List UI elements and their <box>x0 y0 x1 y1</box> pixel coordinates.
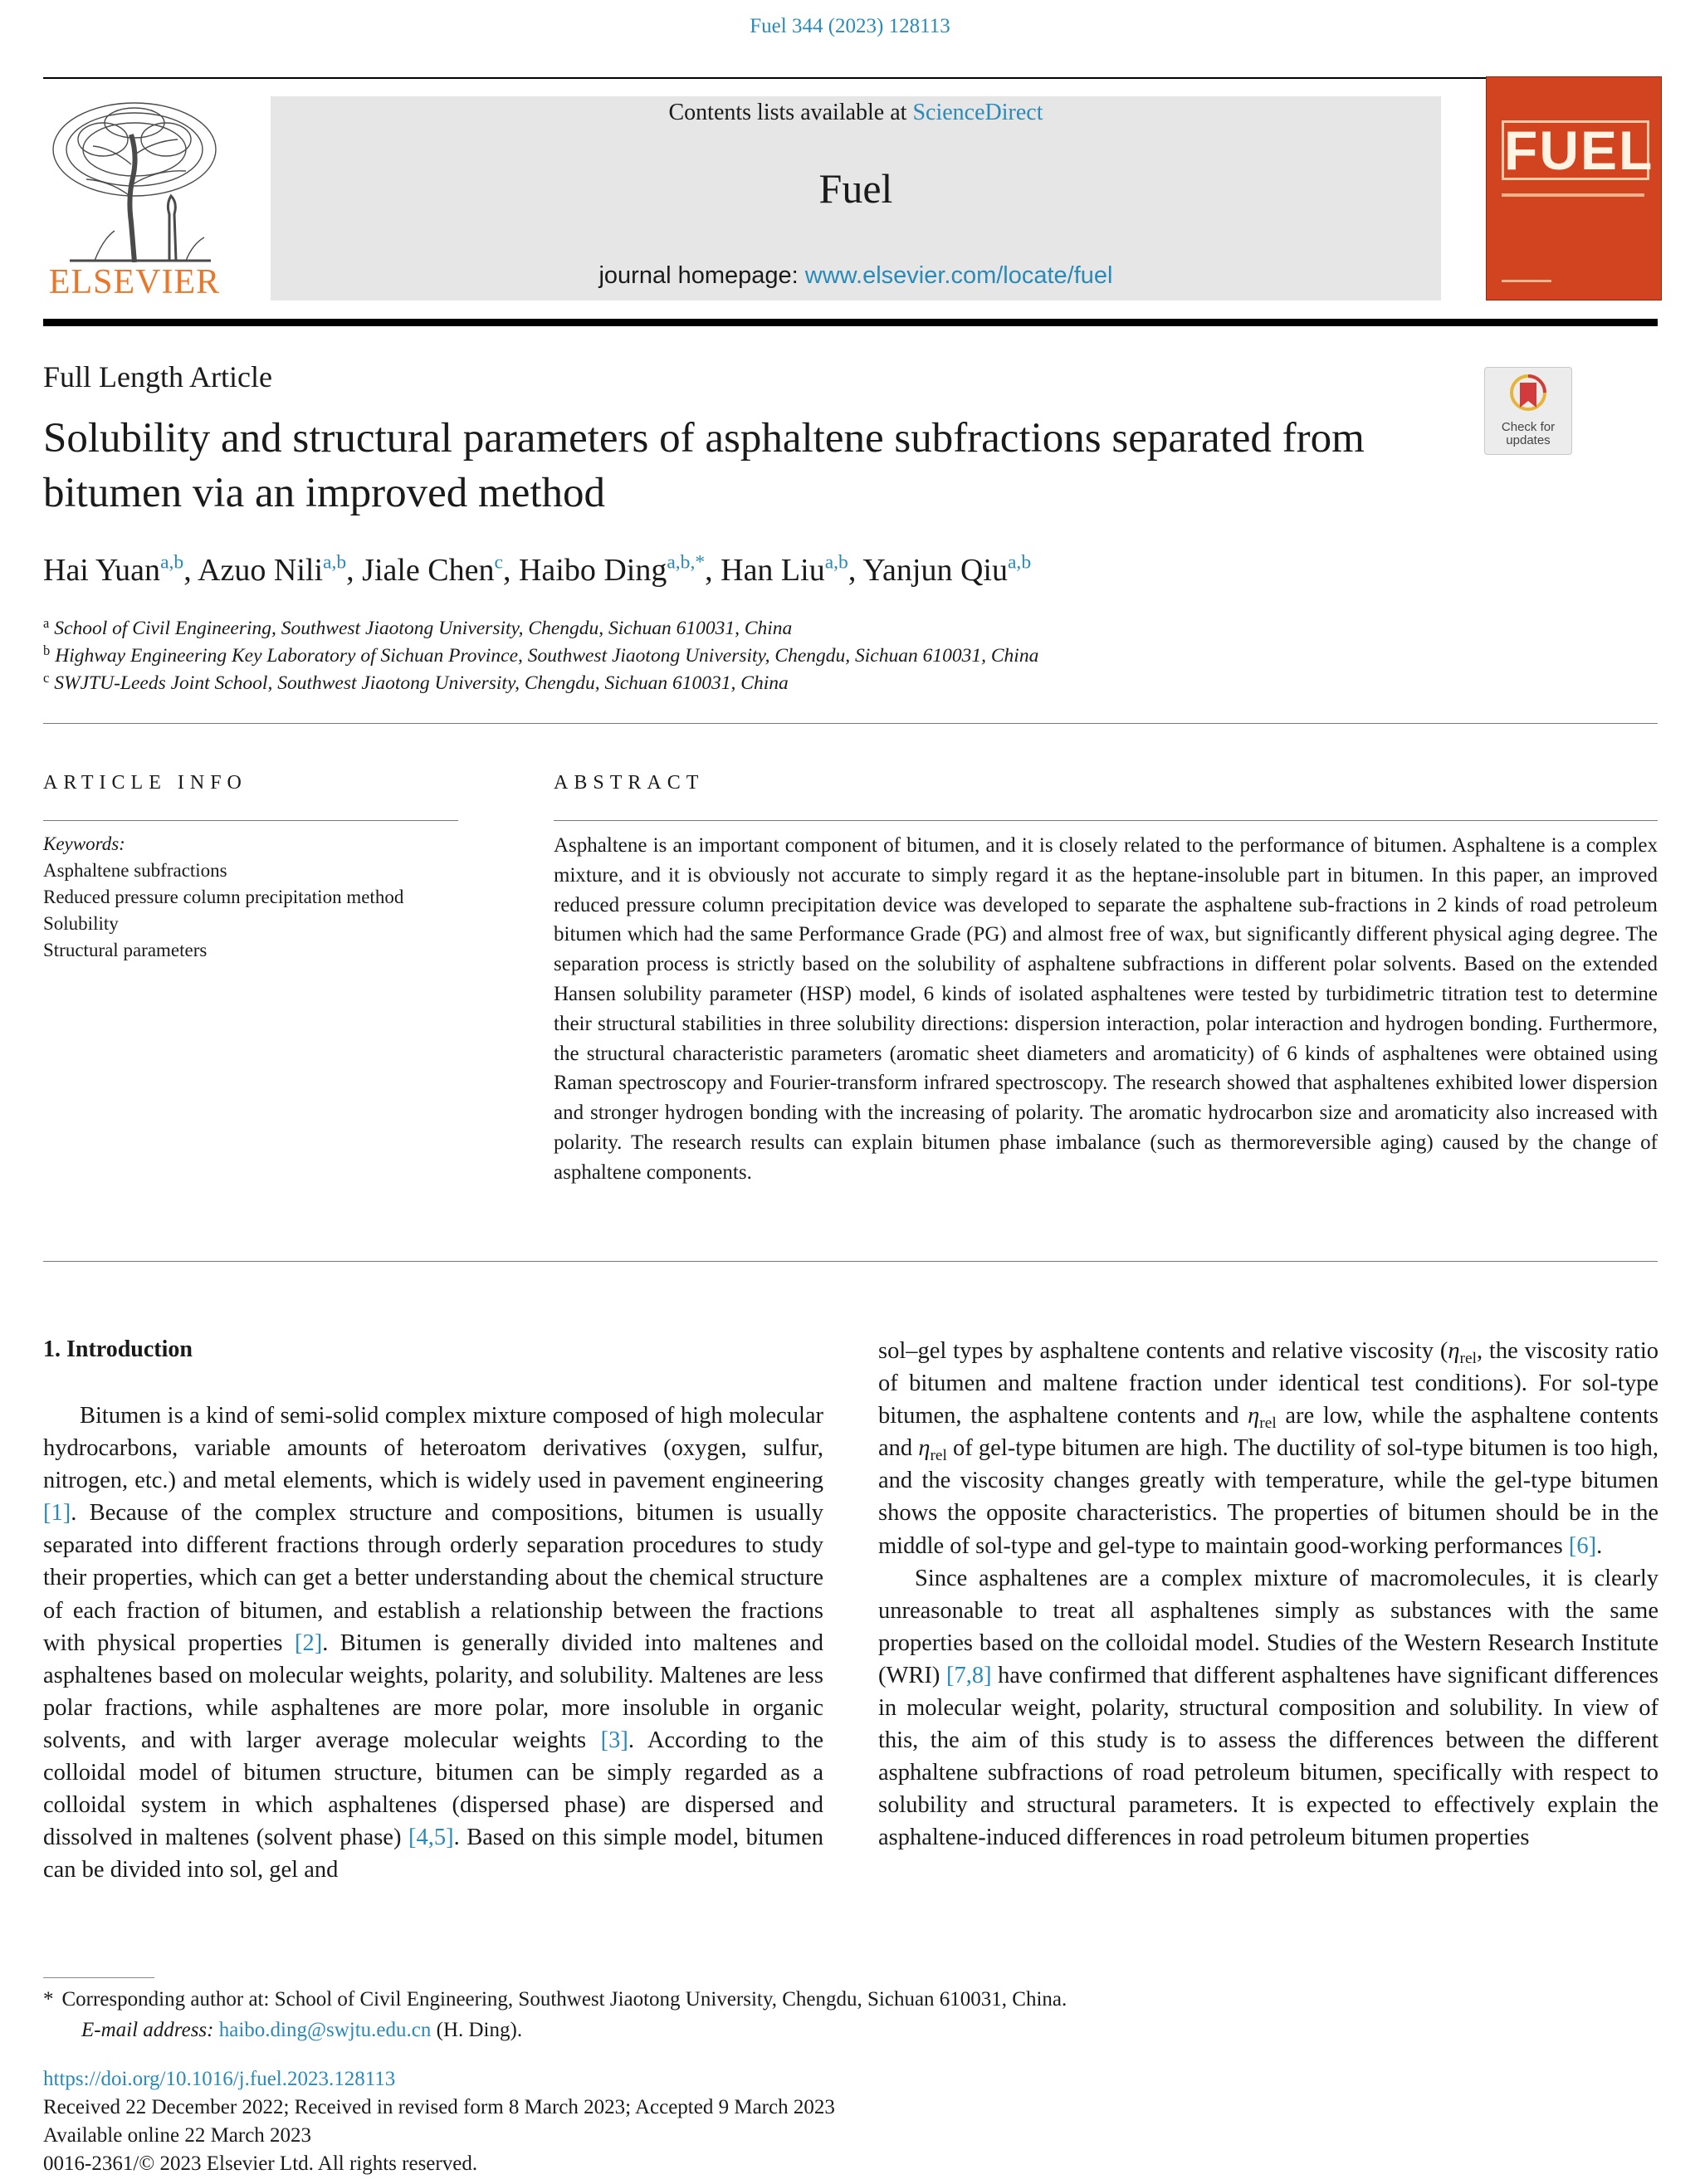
affiliation-text: SWJTU-Leeds Joint School, Southwest Jiaotong University, Chengdu, Sichuan 610031, China <box>54 672 789 694</box>
email-line <box>43 2015 1620 2045</box>
body-text: are low, while the asphaltene contents and <box>878 1403 1659 1462</box>
affiliation-key: b <box>43 642 51 658</box>
rel-subscript: rel <box>1259 1414 1277 1432</box>
article-title: Solubility and structural parameters of asphaltene subfractions separated from bitumen via an improved method <box>43 415 1365 516</box>
body-text: sol–gel types by asphaltene contents and relative viscosity ( <box>878 1338 1448 1364</box>
keywords-label: Keywords: <box>43 833 125 854</box>
keyword-item[interactable]: Solubility <box>43 913 119 934</box>
body-column-right <box>878 1335 1658 1854</box>
journal-masthead <box>271 96 1441 300</box>
author-affiliation-marker[interactable]: a,b <box>1007 551 1032 574</box>
citation-link[interactable]: [7,8] <box>945 1662 992 1688</box>
keyword-item[interactable]: Structural parameters <box>43 940 208 960</box>
footnote-marker: * <box>43 1988 54 2011</box>
body-text: . <box>1596 1532 1603 1559</box>
affiliation-text: Highway Engineering Key Laboratory of Sichuan Province, Southwest Jiaotong University, Chengdu, Sichuan 610031, China <box>55 645 1039 667</box>
keywords-section <box>43 831 508 964</box>
affiliation-key: c <box>43 669 50 686</box>
intro-paragraph <box>43 1400 823 1886</box>
email-suffix: (H. Ding). <box>431 2019 523 2041</box>
elsevier-logo[interactable] <box>42 98 227 301</box>
abstract-text: Asphaltene is an important component of bitumen, and it is closely related to the performance of bitumen. Asphaltene is a complex mixture, and it is obviously not accurate to simply regard it as the heptane-insoluble part in bitumen. In this paper, an improved reduced pressure column precipitation device was developed to separate the asphaltene sub-fractions in 2 kinds of road petroleum bitumen which had the same Performance Grade (PG) and almost free of wax, but significantly different physical aging degree. The separation process is strictly based on the solubility of asphaltene subfractions in different polar solvents. Based on the extended Hansen solubility parameter (HSP) model, 6 kinds of isolated asphaltenes were tested by turbidimetric titration test to determine their structural stabilities in three solubility directions: dispersion interaction, polar interaction and hydrogen bonding. Furthermore, the structural characteristic parameters (aromatic sheet diameters and aromaticity) of 6 kinds of asphaltenes were obtained using Raman spectroscopy and Fourier-transform infrared spectroscopy. The research showed that asphaltenes exhibited lower dispersion and stronger hydrogen bonding with the increasing of polarity. The aromatic hydrocarbon size and aromaticity also increased with polarity. The research results can explain bitumen phase imbalance (such as thermoreversible aging) caused by the change of asphaltene components. <box>554 834 1658 1184</box>
citation-link[interactable]: [2] <box>294 1629 323 1656</box>
doi-link[interactable]: https://doi.org/10.1016/j.fuel.2023.128113 <box>43 2068 396 2090</box>
body-text: . Based on this simple model, bitumen can be divided into sol, gel and <box>43 1825 823 1884</box>
article-info-rule <box>43 820 458 821</box>
author-affiliation-marker[interactable]: a,b <box>160 551 184 574</box>
cover-decoration-icon <box>1502 193 1644 285</box>
body-text: have confirmed that different asphaltenes have significant differences in molecular weight, polarity, structural composition and solubility. In view of this, the aim of this study is to assess the differences between the different asphaltene subfractions of road petroleum bitumen, specifically with respect to solubility and structural parameters. It is expected to effectively explain the asphaltene-induced differences in road petroleum bitumen properties <box>878 1662 1658 1851</box>
rel-subscript: rel <box>1459 1349 1477 1367</box>
header-thick-rule <box>43 319 1658 326</box>
author-affiliation-marker[interactable]: c <box>494 551 503 574</box>
homepage-link[interactable]: www.elsevier.com/locate/fuel <box>804 262 1113 289</box>
bookmark-icon <box>1510 374 1546 418</box>
author-name[interactable]: Haibo Ding <box>518 553 667 588</box>
email-link[interactable]: haibo.ding@swjtu.edu.cn <box>218 2019 432 2041</box>
author-affiliation-marker[interactable]: a,b,* <box>667 551 706 574</box>
homepage-prefix: journal homepage: <box>598 262 805 289</box>
body-text: , the viscosity ratio of bitumen and maltene fraction under identical test conditions). For sol-type bitumen, the asphaltene contents and <box>878 1338 1658 1429</box>
corresponding-line <box>43 1984 1620 2015</box>
eta-symbol: η <box>1448 1338 1460 1364</box>
article-meta <box>43 2065 1620 2178</box>
check-for-updates-badge[interactable] <box>1484 367 1572 455</box>
citation-link[interactable]: [1] <box>43 1500 71 1527</box>
contents-prefix: Contents lists available at <box>668 100 913 125</box>
cover-title: FUEL <box>1502 120 1649 180</box>
affiliation-key: a <box>43 614 50 631</box>
body-text: Since asphaltenes are a complex mixture of macromolecules, it is clearly unreasonable to treat all asphaltenes simply as substances with the same properties based on the colloidal model. Studies of the Western Research Institute (WRI) <box>878 1565 1658 1688</box>
body-text: of gel-type bitumen are high. The ductility of sol-type bitumen is too high, and the viscosity changes greatly with temperature, while the gel-type bitumen shows the opposite characteristics. The properties of bitumen should be in the middle of sol-type and gel-type to maintain good-working performances <box>878 1435 1658 1559</box>
journal-title: Fuel <box>818 165 893 212</box>
affiliation-list <box>43 615 1620 697</box>
intro-paragraph <box>878 1562 1658 1854</box>
footnote-rule <box>43 1977 154 1978</box>
citation-link[interactable]: [6] <box>1568 1532 1597 1559</box>
corresponding-text: Corresponding author at: School of Civil Engineering, Southwest Jiaotong University, Chengdu, Sichuan 610031, China. <box>61 1988 1067 2011</box>
author-name[interactable]: Jiale Chen <box>362 553 495 588</box>
rel-subscript: rel <box>930 1447 947 1465</box>
sciencedirect-link[interactable]: ScienceDirect <box>912 100 1043 125</box>
body-text: Bitumen is a kind of semi-solid complex mixture composed of high molecular hydrocarbons, variable amounts of heteroatom derivatives (oxygen, sulfur, nitrogen, etc.) and metal elements, which is widely used in pavement engineering <box>43 1403 823 1494</box>
affiliation-item <box>43 615 1620 642</box>
article-info-heading: ARTICLE INFO <box>43 772 247 794</box>
author-name[interactable]: Hai Yuan <box>43 553 161 588</box>
affiliation-item <box>43 670 1620 697</box>
badge-label: Check for updates <box>1501 420 1556 447</box>
email-label: E-mail address: <box>81 2019 219 2041</box>
citation-link[interactable]: [4,5] <box>408 1825 454 1851</box>
corresponding-author-footnote <box>43 1984 1620 2045</box>
intro-paragraph-continued <box>878 1335 1658 1562</box>
body-text: . Bitumen is generally divided into maltenes and asphaltenes based on molecular weights, polarity, and solubility. Maltenes are less polar fractions, while asphaltenes are more polar, more insoluble in organic solvents, and with larger average molecular weights <box>43 1629 824 1753</box>
available-online: Available online 22 March 2023 <box>43 2124 312 2147</box>
elsevier-tree-icon <box>45 98 224 262</box>
body-text: . According to the colloidal model of bitumen structure, bitumen can be simply regarded as a colloidal system in which asphaltenes (dispersed phase) are dispersed and dissolved in maltenes (solvent phase) <box>43 1727 823 1851</box>
publisher-wordmark: ELSEVIER <box>48 263 221 301</box>
keyword-item[interactable]: Asphaltene subfractions <box>43 860 227 881</box>
eta-symbol: η <box>918 1435 931 1462</box>
author-name[interactable]: Azuo Nili <box>198 553 324 588</box>
abstract-end-rule <box>43 1261 1658 1262</box>
received-dates: Received 22 December 2022; Received in revised form 8 March 2023; Accepted 9 March 2023 <box>43 2096 835 2118</box>
journal-cover-thumbnail[interactable] <box>1486 76 1662 300</box>
contents-line <box>271 96 1441 129</box>
author-name[interactable]: Yanjun Qiu <box>862 553 1008 588</box>
abstract-heading: ABSTRACT <box>554 772 705 794</box>
author-affiliation-marker[interactable]: a,b <box>824 551 848 574</box>
affiliation-rule <box>43 723 1658 724</box>
affiliation-text: School of Civil Engineering, Southwest Jiaotong University, Chengdu, Sichuan 610031, China <box>54 618 793 639</box>
section-heading: 1. Introduction <box>43 1336 193 1362</box>
author-name[interactable]: Han Liu <box>721 553 825 588</box>
top-rule <box>43 77 1658 79</box>
article-type: Full Length Article <box>43 360 272 393</box>
eta-symbol: η <box>1248 1403 1260 1429</box>
body-column-left <box>43 1400 823 1886</box>
homepage-line <box>271 262 1441 290</box>
abstract-rule <box>554 820 1658 821</box>
affiliation-item <box>43 642 1620 670</box>
copyright-line: 0016-2361/© 2023 Elsevier Ltd. All rights reserved. <box>43 2152 478 2175</box>
citation-link[interactable]: [3] <box>600 1727 628 1753</box>
author-affiliation-marker[interactable]: a,b <box>323 551 347 574</box>
keyword-item[interactable]: Reduced pressure column precipitation method <box>43 887 404 907</box>
journal-reference[interactable]: Fuel 344 (2023) 128113 <box>750 15 950 37</box>
author-list: Hai Yuan$^{a,b}$, Azuo Nili$^{a,b}$, Jiale Chen$^c$, Haibo Ding$^{a,b,*}$, Han Liu$^{a,b}$, Yanjun Qiu$^{a,b}$ <box>43 551 1032 588</box>
body-text: . Because of the complex structure and compositions, bitumen is usually separated into different fractions through orderly separation procedures to study their properties, which can get a better understanding about the chemical structure of each fraction of bitumen, and establish a relationship between the fractions with physical properties <box>43 1500 823 1656</box>
